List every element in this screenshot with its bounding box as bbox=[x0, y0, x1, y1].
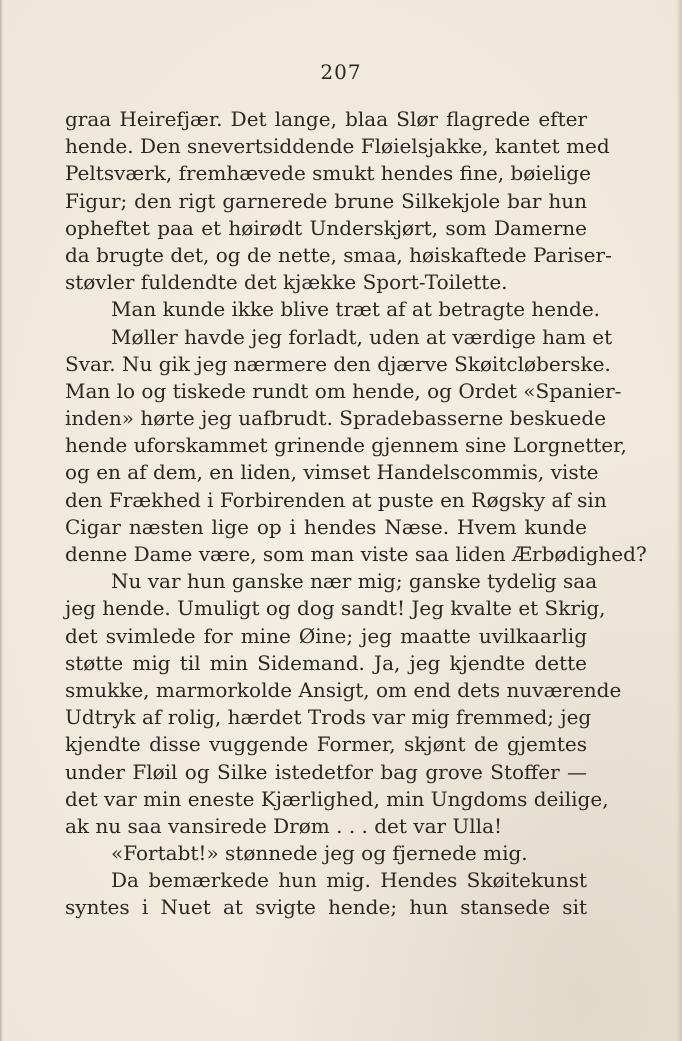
text-line: Møller havde jeg forladt, uden at værdige ham et bbox=[111, 324, 613, 349]
text-line: det svimlede for mine Øine; jeg maatte uvilkaarlig bbox=[65, 623, 587, 648]
text-line: det var min eneste Kjærlighed, min Ungdoms deilige, bbox=[65, 786, 609, 811]
text-line: jeg hende. Umuligt og dog sandt! Jeg kvalte et Skrig, bbox=[65, 596, 606, 621]
text-line: Cigar næsten lige op i hendes Næse. Hvem kunde bbox=[65, 514, 587, 539]
text-line: da brugte det, og de nette, smaa, høiskaftede Pariser- bbox=[65, 242, 612, 267]
text-line: og en af dem, en liden, vimset Handelscommis, viste bbox=[65, 460, 599, 485]
body-text bbox=[65, 106, 647, 922]
text-line: smukke, marmorkolde Ansigt, om end dets nuværende bbox=[65, 677, 622, 702]
text-line: graa Heirefjær. Det lange, blaa Slør flagrede efter bbox=[65, 107, 587, 131]
text-line: hende uforskammet grinende gjennem sine Lorgnetter, bbox=[65, 433, 627, 458]
text-line: Man kunde ikke blive træt af at betragte hende. bbox=[111, 297, 601, 322]
page-left-edge bbox=[0, 0, 3, 1041]
text-line: syntes i Nuet at svigte hende; hun stansede sit bbox=[65, 895, 587, 920]
text-line: denne Dame være, som man viste saa liden Ærbødighed? bbox=[65, 542, 647, 566]
text-line: Figur; den rigt garnerede brune Silkekjole bar hun bbox=[65, 188, 587, 213]
page-right-edge bbox=[676, 0, 682, 1041]
text-line: Da bemærkede hun mig. Hendes Skøitekunst bbox=[111, 868, 587, 893]
text-line: Svar. Nu gik jeg nærmere den djærve Skøitcløberske. bbox=[65, 351, 611, 376]
text-line: støvler fuldendte det kjække Sport-Toilette. bbox=[65, 270, 508, 295]
text-line: støtte mig til min Sidemand. Ja, jeg kjendte dette bbox=[65, 650, 587, 675]
text-line: Udtryk af rolig, hærdet Trods var mig fremmed; jeg bbox=[65, 705, 592, 730]
text-line: Man lo og tiskede rundt om hende, og Ordet «Spanier- bbox=[65, 378, 622, 403]
text-line: den Frækhed i Forbirenden at puste en Røgsky af sin bbox=[65, 487, 607, 512]
text-line: Peltsværk, fremhævede smukt hendes fine, bøielige bbox=[65, 161, 591, 186]
text-line: under Fløil og Silke istedetfor bag grove Stoffer — bbox=[65, 759, 587, 784]
text-line: «Fortabt!» stønnede jeg og fjernede mig. bbox=[111, 841, 528, 866]
text-line: kjendte disse vuggende Former, skjønt de gjemtes bbox=[65, 732, 587, 757]
text-line: hende. Den snevertsiddende Fløielsjakke, kantet med bbox=[65, 134, 610, 159]
text-line: inden» hørte jeg uafbrudt. Spradebasserne beskuede bbox=[65, 406, 607, 431]
page-number: 207 bbox=[320, 60, 362, 84]
text-line: ak nu saa vansirede Drøm . . . det var Ulla! bbox=[65, 813, 503, 838]
text-line: opheftet paa et høirødt Underskjørt, som Damerne bbox=[65, 215, 587, 240]
text-line: Nu var hun ganske nær mig; ganske tydelig saa bbox=[111, 569, 598, 594]
